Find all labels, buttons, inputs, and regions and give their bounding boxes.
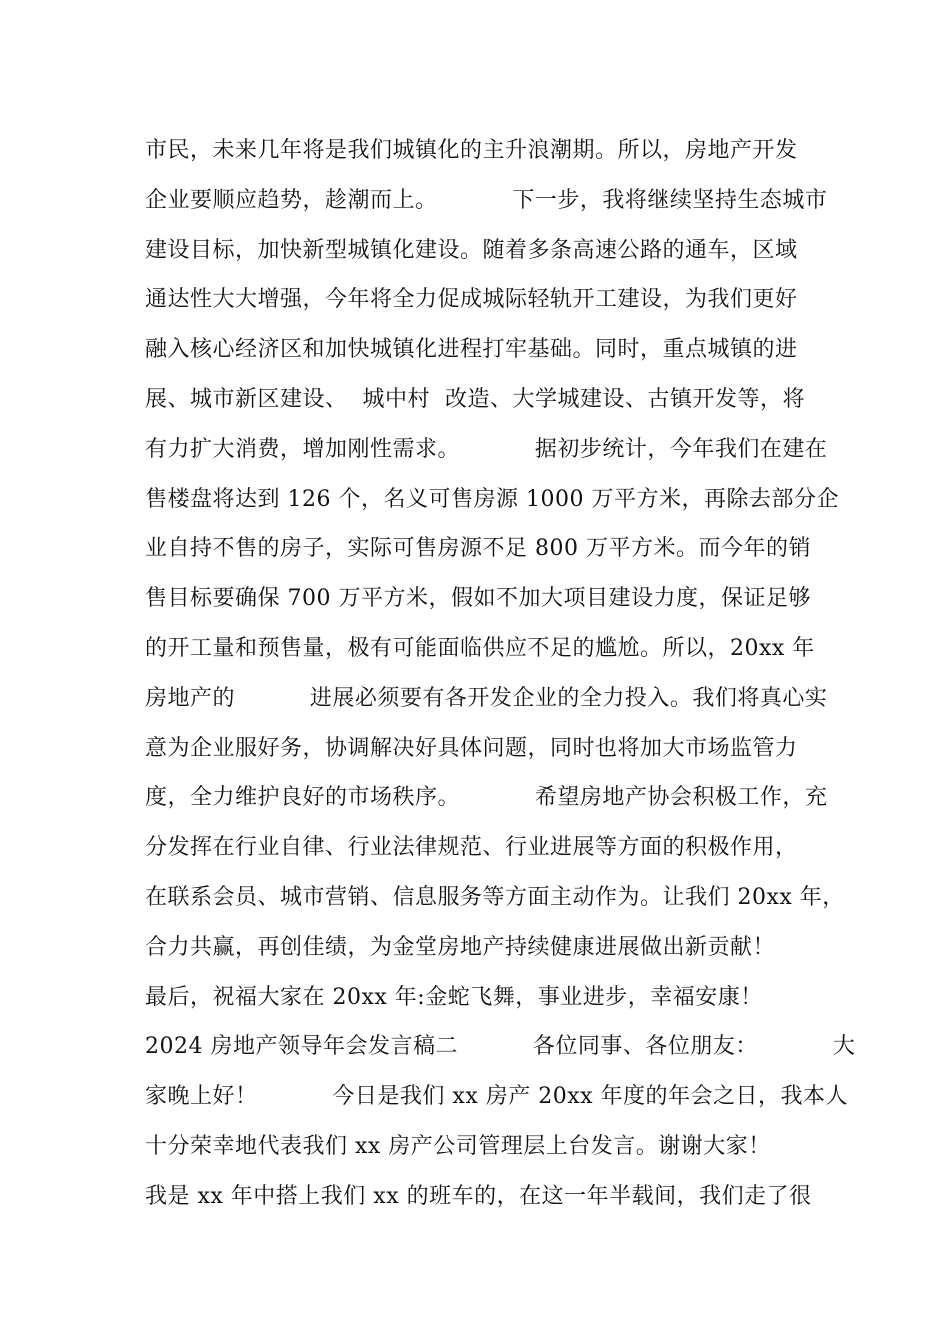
text-line: 市民，未来几年将是我们城镇化的主升浪潮期。所以，房地产开发	[145, 138, 798, 163]
text-line: 我是 xx 年中搭上我们 xx 的班车的，在这一年半载间，我们走了很	[145, 1183, 812, 1209]
text-line: 展、城市新区建设、 城中村 改造、大学城建设、古镇开发等，将	[145, 386, 805, 412]
text-line: 2024 房地产领导年会发言稿二 各位同事、各位朋友： 大	[145, 1034, 856, 1060]
text-line: 分发挥在行业自律、行业法律规范、行业进展等方面的积极作用，	[145, 835, 798, 861]
text-line: 建设目标，加快新型城镇化建设。随着多条高速公路的通车，区域	[145, 237, 798, 263]
text-line: 有力扩大消费，增加刚性需求。 据初步统计，今年我们在建在	[145, 436, 828, 462]
text-line: 企业要顺应趋势，趁潮而上。 下一步，我将继续坚持生态城市	[145, 187, 828, 213]
text-line: 售楼盘将达到 126 个，名义可售房源 1000 万平方米，再除去部分企	[145, 486, 839, 512]
text-line: 家晚上好！ 今日是我们 xx 房产 20xx 年度的年会之日，我本人	[145, 1084, 849, 1110]
text-line: 房地产的 进展必须要有各开发企业的全力投入。我们将真心实	[145, 685, 828, 711]
text-line: 度，全力维护良好的市场秩序。 希望房地产协会积极工作，充	[145, 785, 828, 811]
text-line: 售目标要确保 700 万平方米，假如不加大项目建设力度，保证足够	[145, 586, 811, 612]
text-line: 合力共赢，再创佳绩，为金堂房地产持续健康进展做出新贡献！	[145, 934, 776, 960]
body-text	[145, 130, 856, 1226]
text-line: 业自持不售的房子，实际可售房源不足 800 万平方米。而今年的销	[145, 536, 811, 562]
text-line: 在联系会员、城市营销、信息服务等方面主动作为。让我们 20xx 年，	[145, 884, 845, 910]
text-line: 的开工量和预售量，极有可能面临供应不足的尴尬。所以，20xx 年	[145, 635, 815, 661]
text-line: 通达性大大增强，今年将全力促成城际轻轨开工建设，为我们更好	[145, 287, 798, 313]
text-line: 十分荣幸地代表我们 xx 房产公司管理层上台发言。谢谢大家！	[145, 1133, 771, 1159]
text-line: 融入核心经济区和加快城镇化进程打牢基础。同时，重点城镇的进	[145, 337, 798, 363]
text-line: 意为企业服好务，协调解决好具体问题，同时也将加大市场监管力	[145, 735, 798, 761]
text-line: 最后，祝福大家在 20xx 年:金蛇飞舞，事业进步，幸福安康！	[145, 984, 763, 1010]
